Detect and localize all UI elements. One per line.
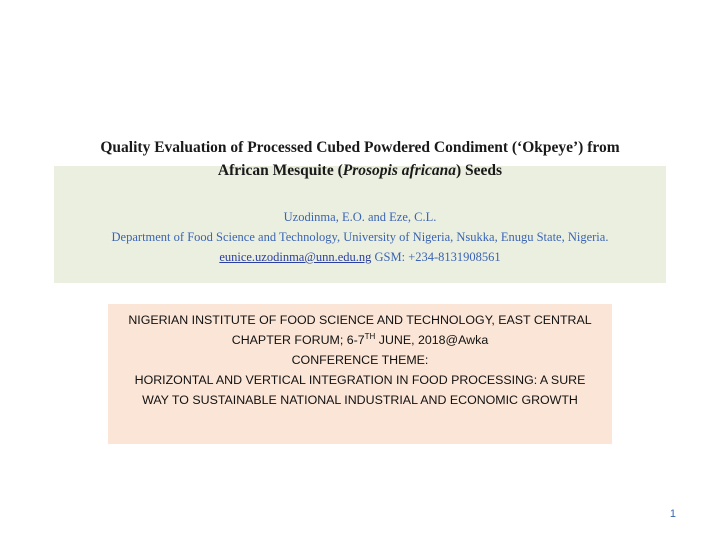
page-number: 1 [669,508,676,520]
conference-line-1: NIGERIAN INSTITUTE OF FOOD SCIENCE AND TECHNOLOGY, EAST CENTRAL [128,313,592,327]
conference-date-end: JUNE, 2018@Awka [375,333,489,347]
conference-theme-line-1: HORIZONTAL AND VERTICAL INTEGRATION IN FOOD PROCESSING: A SURE [134,373,586,387]
species-name: Prosopis africana [342,162,456,179]
author-block [40,207,680,267]
title-line-1: Quality Evaluation of Processed Cubed Powdered Condiment (‘Okpeye’) from [100,139,620,156]
slide-title [40,136,680,182]
title-line-2-start: African Mesquite ( [217,162,343,179]
conference-theme-line-2: WAY TO SUSTAINABLE NATIONAL INDUSTRIAL AND ECONOMIC GROWTH [142,393,578,407]
email-link[interactable]: eunice.uzodinma@unn.edu.ng [219,250,372,264]
title-line-2 [40,159,680,182]
conference-theme-label: CONFERENCE THEME: [291,353,429,367]
conference-panel [108,304,612,444]
conference-line-2 [108,330,612,350]
author-department: Department of Food Science and Technology, University of Nigeria, Nsukka, Enugu State, Nigeria. [111,230,609,244]
conference-date-start: CHAPTER FORUM; 6-7 [231,333,365,347]
phone-number: GSM: +234-8131908561 [371,250,501,264]
contact-line [40,247,680,267]
author-names: Uzodinma, E.O. and Eze, C.L. [283,210,437,224]
title-line-2-end: ) Seeds [456,162,503,179]
date-superscript: TH [364,332,376,341]
